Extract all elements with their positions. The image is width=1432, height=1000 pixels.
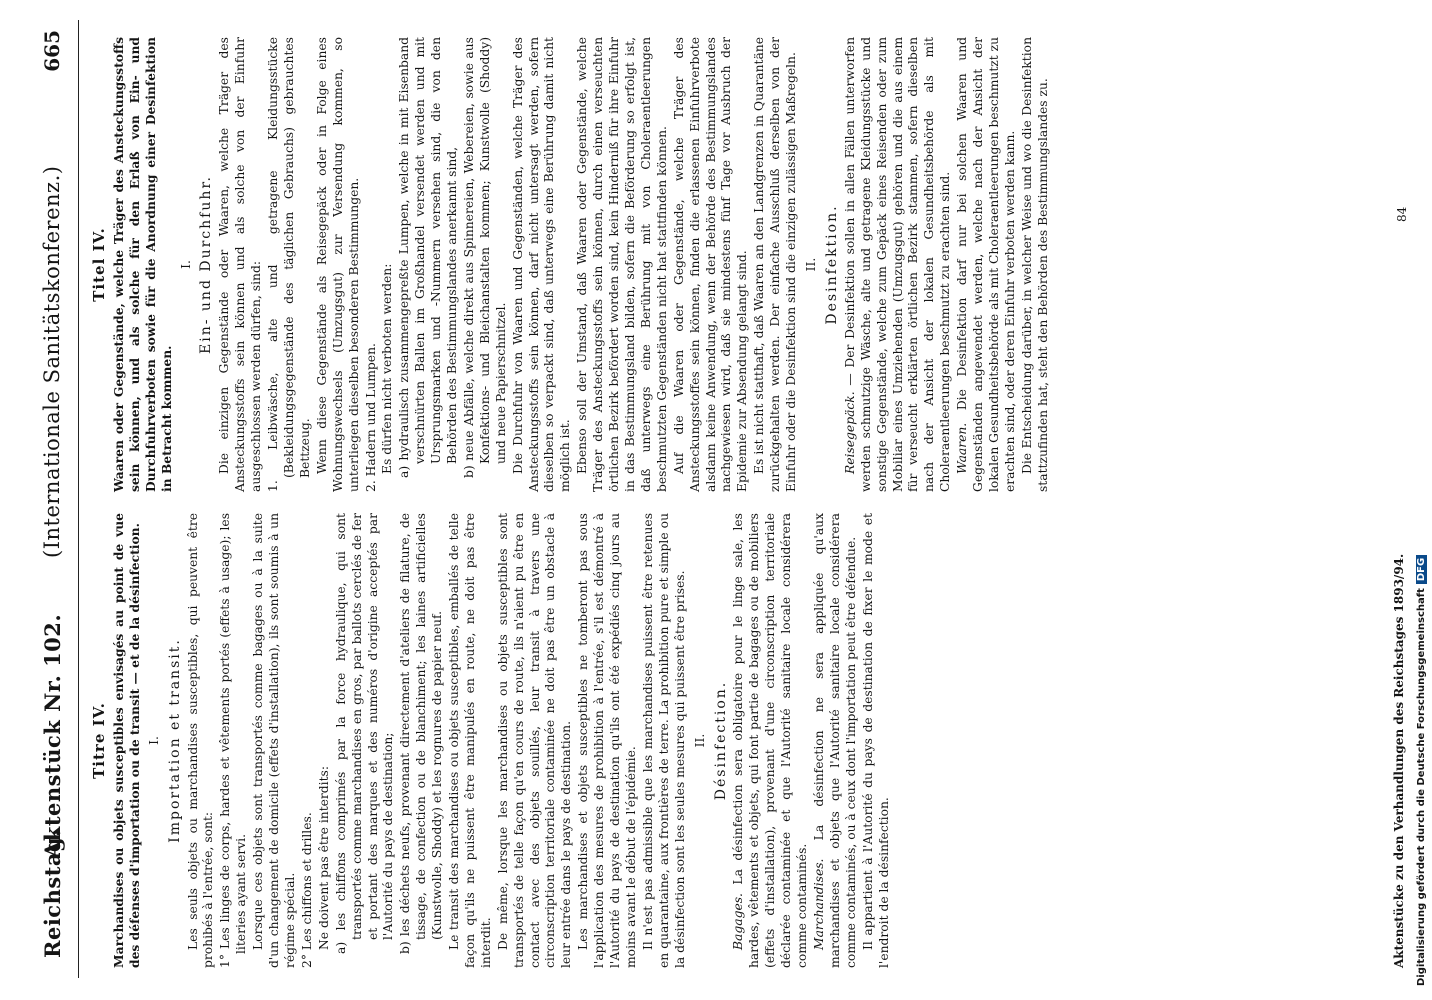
fr-p8: Le transit des marchandises ou objets susceptibles, emballés de telle façon qu'ils ne puissent être manipulés en route, ne doit pas être interdit. — [447, 513, 493, 968]
french-column — [88, 513, 894, 968]
fr-intro: Marchandises ou objets susceptibles envisagés au point de vue des défenses d'importation ou de transit — et de la désinfection. — [110, 513, 142, 968]
de-p7: b) neue Abfälle, welche direkt aus Spinnereien, Webereien, sowie aus Konfektions- und Bleichanstalten kommen; Kunstwolle (Shoddy) und neue Papierschnitzel. — [461, 37, 508, 478]
page-header — [36, 18, 76, 978]
fr-p13 — [812, 513, 860, 968]
fr-p4: 2° Les chiffons et drilles. — [299, 812, 314, 968]
header-right: (Internationale Sanitätskonferenz.) — [40, 165, 64, 558]
fr-sec2-num: II. — [692, 733, 707, 748]
fr-p10: Les marchandises et objets susceptibles ne tomberont pas sous l'application des mesures de prohibition à l'entrée, s'il est démontré à l'Autorité du pays de destination qu'ils ont été expédiés cinq jours au moins avant le début de l'épidémie. — [576, 513, 638, 968]
fr-p12-lead: Bagages. — [731, 893, 746, 950]
header-center: Aktenstück Nr. 102. — [40, 613, 65, 858]
signature-mark: 84 — [1395, 206, 1409, 222]
de-title: Titel IV. — [90, 227, 108, 302]
de-sec1-title: Ein- und Durchfuhr. — [198, 175, 215, 354]
dfg-watermark — [1416, 0, 1430, 1000]
de-sec2-num: II. — [803, 257, 818, 272]
fr-p2: 1° Les linges de corps, hardes et vêtements portés (effets à usage); les literies ayant servi. — [218, 513, 249, 968]
footer-note: Aktenstücke zu den Verhandlungen des Reichstages 1893/94. — [1392, 553, 1406, 968]
de-p3: Wenn diese Gegenstände als Reisegepäck oder in Folge eines Wohnungswechsels (Umzugsgut) zur Versendung kommen, so unterliegen dieselben besonderen Bestimmungen. — [314, 37, 361, 492]
de-p2: 1. Leibwäsche, alte und getragene Kleidungsstücke (Bekleidungsgegenstände des täglichen Gebrauchs) gebrauchtes Bettzeug. — [266, 37, 312, 492]
german-column — [88, 37, 1053, 492]
fr-sec2-title: Désinfection. — [712, 680, 729, 801]
fr-p1: Les seuls objets ou marchandises susceptibles, qui peuvent être prohibés à l'entrée, sont: — [185, 513, 216, 968]
de-p13 — [955, 37, 1019, 492]
de-p8: Die Durchfuhr von Waaren und Gegenständen, welche Träger des Ansteckungsstoffs sein können, darf nicht untersagt werden, sofern dieselben so verpackt sind, daß unterwegs eine Berührung damit nicht möglich ist. — [510, 37, 573, 492]
de-sec1-num: I. — [178, 260, 193, 269]
de-p12-text: — Der Desinfektion sollen in allen Fällen unterworfen werden schmutzige Wäsche, alte und getragene Kleidungsstücke und sonstige Gegenstände, welche zum Gepäck eines Reisenden oder zum Mobiliar eines Umziehenden (Umzugsgut) gehören und die aus einem für verseucht erklärten örtlichen Bezirk stammen, sofern dieselben nach der Ansicht der lokalen Gesundheitsbehörde als mit Choleraentleerungen beschmutzt zu erachten sind. — [842, 37, 953, 492]
de-p13-lead: Waaren. — [955, 422, 970, 474]
watermark-text: Digitalisierung gefördert durch die Deutsche Forschungsgemeinschaft — [1416, 588, 1427, 986]
de-intro: Waaren oder Gegenstände, welche Träger des Ansteckungsstoffs sein können, und als solche für den Erlaß von Ein- und Durchfuhrverboten sowie für die Anordnung einer Desinfektion in Betracht kommen. — [110, 37, 174, 492]
fr-p9: De même, lorsque les marchandises ou objets susceptibles sont transportés de telle façon qu'en cours de route, ils n'aient pu être en contact avec des objets souillés, leur transit à travers une circonscription territoriale contaminée ne doit pas être un obstacle à leur entrée dans le pays de destination. — [495, 513, 574, 968]
fr-p12-text: La désinfection sera obligatoire pour le linge sale, les hardes, vêtements et objets, qui font partie de bagages ou de mobiliers (effets d'installation), provenant d'une circonscription territoriale déclarée contaminée et que l'Autorité sanitaire locale considérera comme contaminés. — [731, 513, 810, 968]
fr-p13-lead: Marchandises. — [811, 858, 826, 950]
fr-sec1-title: Importation et transit. — [166, 638, 183, 843]
fr-p14: Il appartient à l'Autorité du pays de destination de fixer le mode et l'endroit de la désinfection. — [860, 513, 891, 968]
header-left: Reichstag. — [40, 829, 65, 958]
page-number: 665 — [40, 30, 64, 72]
de-p12-lead: Reisegepäck. — [842, 391, 857, 474]
fr-p11: Il n'est pas admissible que les marchandises puissent être retenues en quarantaine, aux frontières de terre. La prohibition pure et simple ou la désinfection sont les seules mesures qui puissent être prises. — [640, 513, 687, 968]
fr-sec1-num: I. — [146, 736, 161, 745]
de-sec2-title: Desinfektion. — [823, 204, 840, 325]
fr-title: Titre IV. — [90, 702, 108, 779]
dfg-badge: DFG — [1416, 555, 1427, 584]
fr-p7: b) les déchets neufs, provenant directement d'ateliers de filature, de tissage, de confection ou de blanchiment; les laines artificielles (Kunstwolle, Shoddy) et les rognures de papier neuf. — [398, 513, 445, 954]
de-p11: Es ist nicht statthaft, daß Waaren an den Landgrenzen in Quarantäne zurückgehalten werden. Der einfache Ausschluß derselben von der Einfuhr oder die Desinfektion sind die einzigen zulässigen Maßregeln. — [752, 37, 799, 492]
de-p5: Es dürfen nicht verboten werden: — [380, 263, 395, 474]
de-p12 — [843, 37, 954, 492]
de-p13-text: Die Desinfektion darf nur bei solchen Waaren und Gegenständen angewendet werden, welche nach der Ansicht der lokalen Gesundheitsbehörde als mit Choleraentleerungen beschmutzt zu erachten sind, oder deren Einfuhr verboten werden kann. — [955, 37, 1017, 492]
de-p1: Die einzigen Gegenstände oder Waaren, welche Träger des Ansteckungsstoffs sein können und als solche von der Einfuhr ausgeschlossen werden dürfen, sind: — [217, 37, 264, 492]
de-p14: Die Entscheidung darüber, in welcher Weise und wo die Desinfektion stattzufinden hat, steht den Behörden des Bestimmungslandes zu. — [1019, 37, 1050, 492]
fr-p3: Lorsque ces objets sont transportés comme bagages ou à la suite d'un changement de domicile (effets d'installation), ils sont soumis à un régime spécial. — [251, 513, 297, 968]
fr-p13-text: La désinfection ne sera appliquée qu'aux marchandises et objets que l'Autorité sanitaire locale considérera comme contaminés, ou à ceux dont l'importation peut être défendue. — [811, 513, 858, 968]
fr-p12 — [731, 513, 811, 968]
fr-p5: Ne doivent pas être interdits: — [316, 765, 331, 950]
de-p4: 2. Hadern und Lumpen. — [363, 343, 378, 492]
de-p6: a) hydraulisch zusammengepreßte Lumpen, welche in mit Eisenband verschnürten Ballen im Großhandel versendet werden und mit Ursprungsmarken und -Nummern versehen sind, die von den Behörden des Bestimmungslandes anerkannt sind, — [397, 37, 460, 478]
de-p10: Auf die Waaren oder Gegenstände, welche Träger des Ansteckungsstoffes sein können, finden die erlassenen Einfuhrverbote alsdann keine Anwendung, wenn der Behörde des Bestimmungslandes nachgewiesen wird, daß sie mindestens fünf Tage vor Ausbruch der Epidemie zur Absendung gelangt sind. — [671, 37, 750, 492]
de-p9: Ebenso soll der Umstand, daß Waaren oder Gegenstände, welche Träger des Ansteckungsstoffs sein können, durch einen verseuchten örtlichen Bezirk befördert worden sind, kein Hinderniß für ihre Einfuhr in das Bestimmungsland bilden, sofern die Beförderung so erfolgt ist, daß unterwegs eine Berührung mit von Choleraentleerungen beschmutzten Gegenständen nicht hat stattfinden können. — [575, 37, 669, 492]
fr-p6: a) les chiffons comprimés par la force hydraulique, qui sont transportés comme marchandises en gros, par ballots cerclés de fer et portant des marques et des numéros d'origine acceptés par l'Autorité du pays de destination; — [333, 513, 396, 954]
header-rule — [78, 20, 79, 978]
